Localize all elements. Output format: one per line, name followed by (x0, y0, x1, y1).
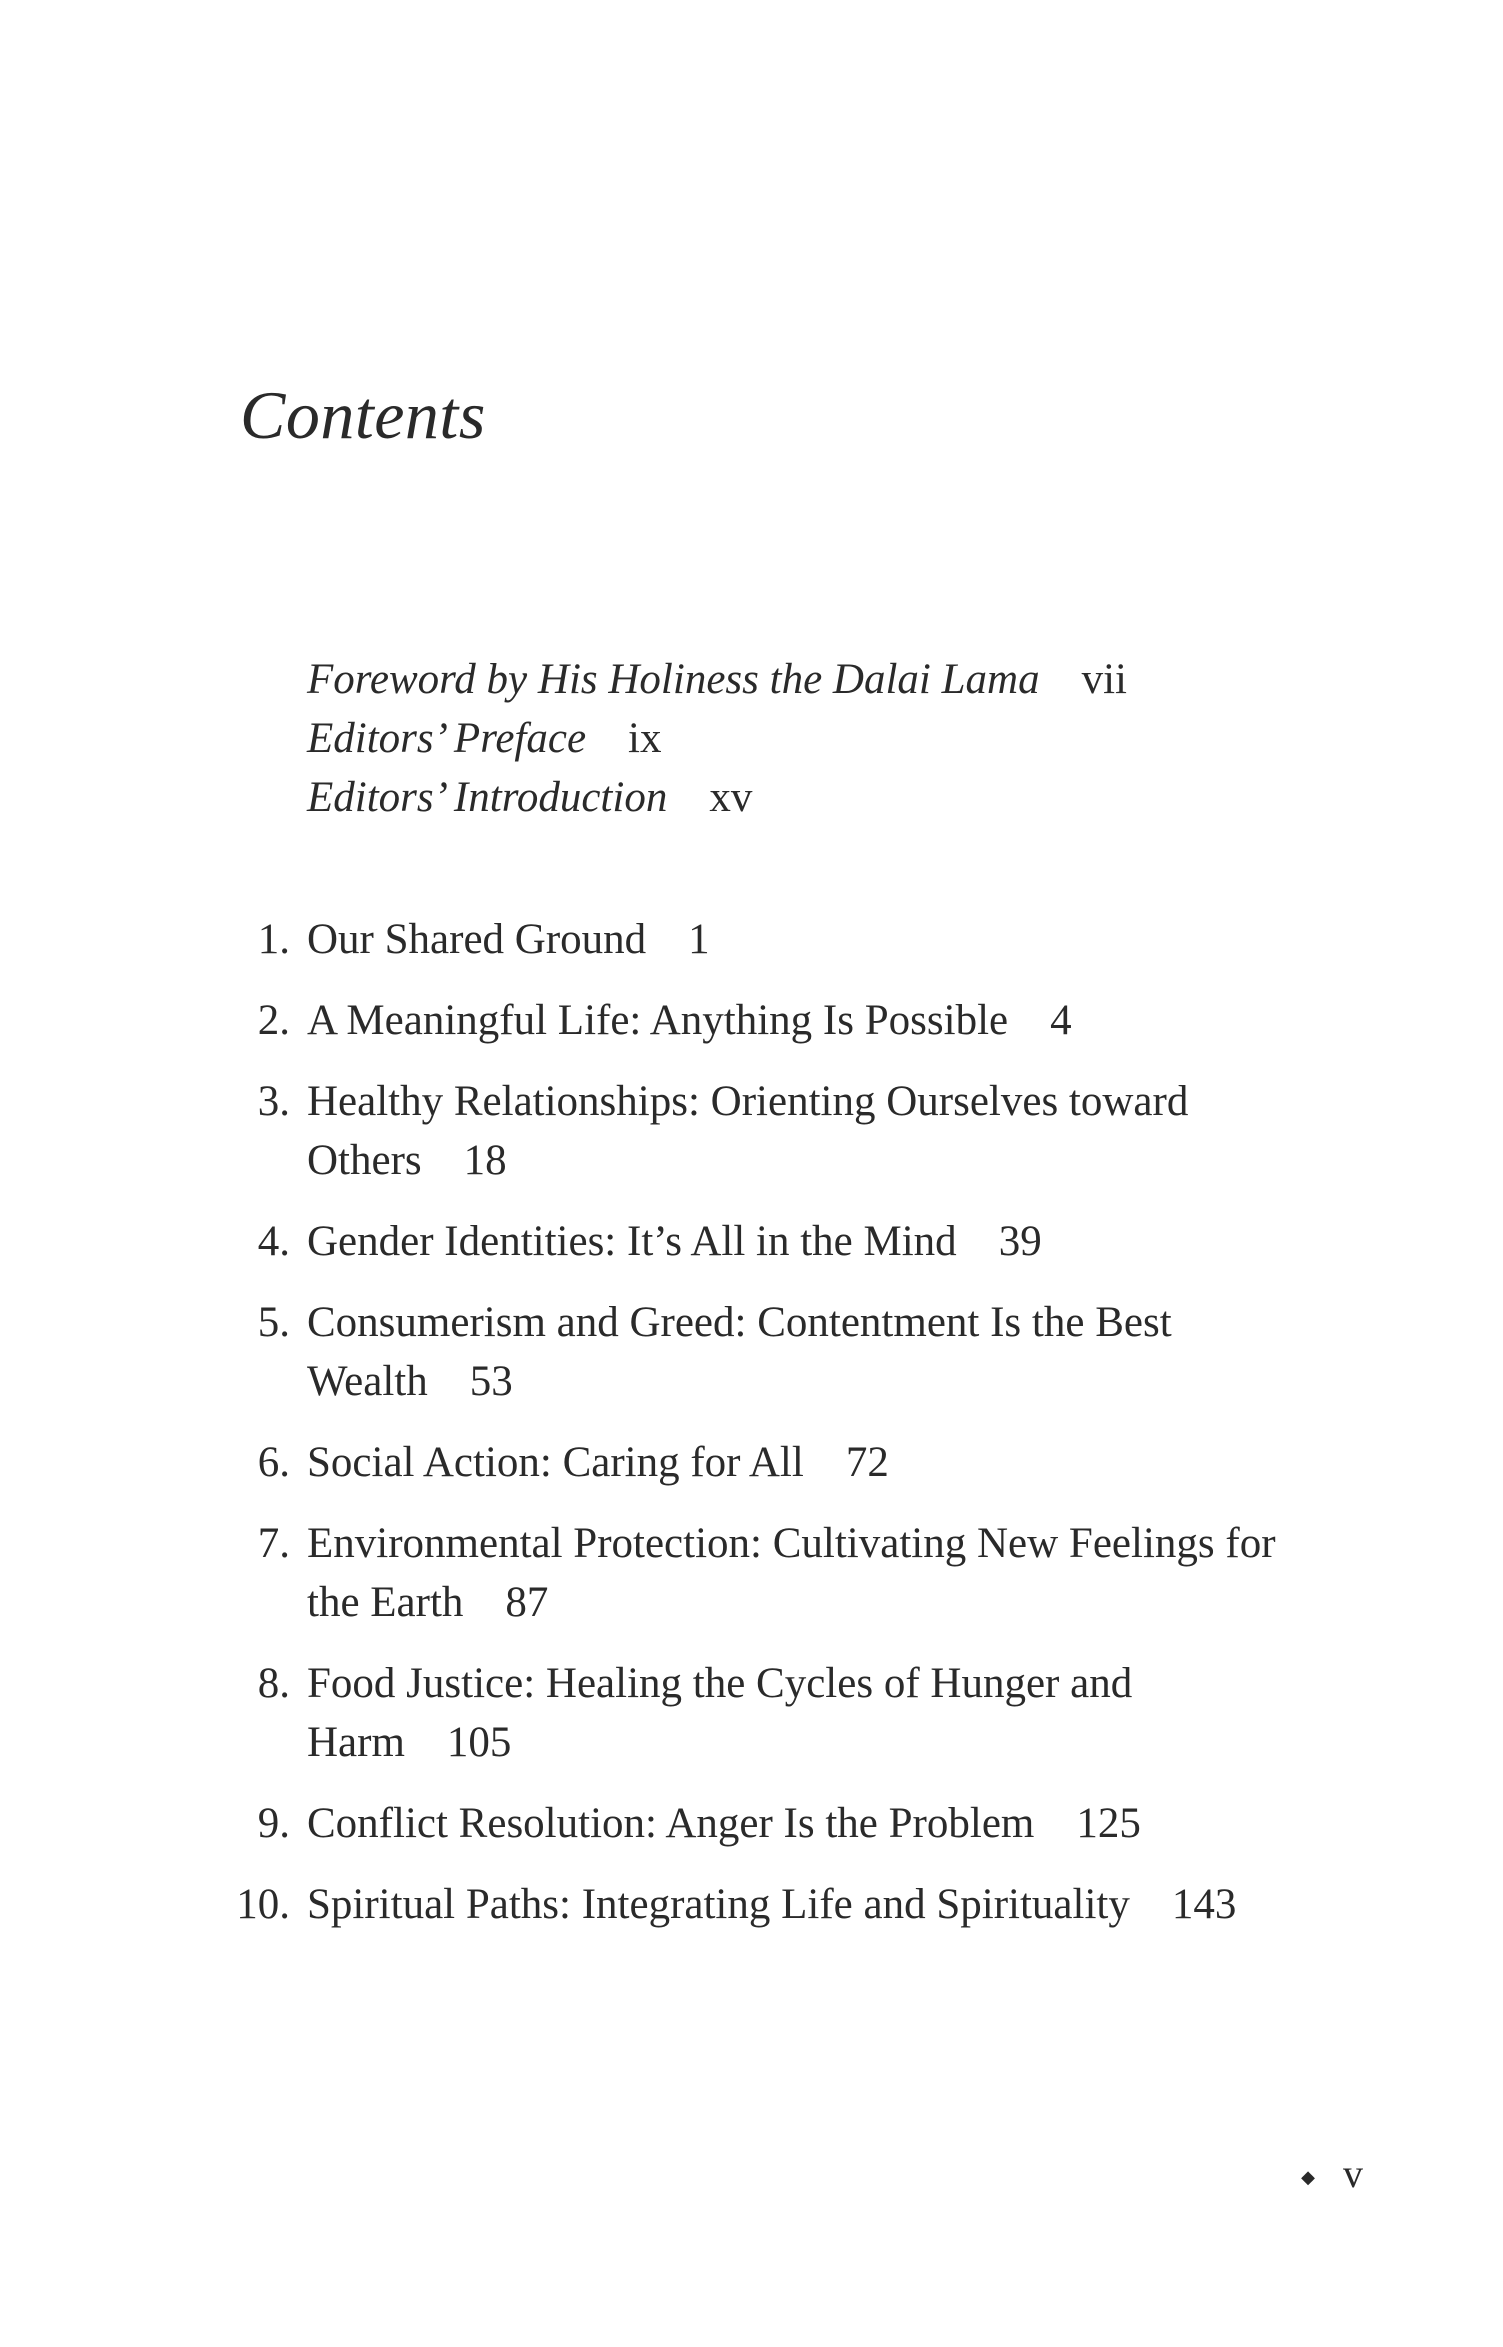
folio (1301, 2150, 1363, 2197)
chapter-number: 2. (257, 997, 290, 1044)
chapter-title: Environmental Protection: Cultivating New Feelings for the Earth (307, 1520, 1276, 1626)
chapter-number: 10. (236, 1881, 290, 1928)
chapter-entry (200, 1514, 1340, 1632)
chapter-number: 7. (257, 1520, 290, 1567)
front-matter-page-number: vii (1081, 656, 1127, 703)
chapter-page-number: 39 (998, 1218, 1042, 1265)
chapter-page-number: 53 (469, 1358, 513, 1405)
chapter-number: 4. (257, 1218, 290, 1265)
chapter-page-number: 125 (1076, 1800, 1141, 1847)
chapter-number: 5. (257, 1299, 290, 1346)
front-matter-entry (307, 768, 1357, 827)
chapter-number: 6. (257, 1439, 290, 1486)
front-matter-entry (307, 709, 1357, 768)
chapter-page-number: 143 (1171, 1881, 1237, 1928)
diamond-ornament-icon: ◆ (1301, 2167, 1315, 2188)
front-matter-page-number: ix (628, 715, 662, 762)
chapter-entry (200, 991, 1340, 1050)
folio-page-number: v (1343, 2151, 1363, 2196)
page-title: Contents (240, 376, 486, 453)
chapter-entry (200, 1433, 1340, 1492)
chapter-entry (200, 1293, 1340, 1411)
chapter-number: 8. (257, 1660, 290, 1707)
chapter-title: Spiritual Paths: Integrating Life and Spirituality (307, 1881, 1130, 1928)
chapter-page-number: 87 (505, 1579, 549, 1626)
front-matter-title: Foreword by His Holiness the Dalai Lama (307, 656, 1040, 703)
chapter-title: Our Shared Ground (307, 916, 647, 963)
chapter-number: 9. (257, 1800, 290, 1847)
chapter-page-number: 105 (446, 1719, 512, 1766)
chapter-title: Healthy Relationships: Orienting Ourselves toward Others (307, 1078, 1189, 1184)
front-matter-list (307, 650, 1357, 827)
front-matter-title: Editors’ Preface (307, 715, 587, 762)
chapter-list (200, 910, 1340, 1956)
chapter-title: A Meaningful Life: Anything Is Possible (307, 997, 1009, 1044)
chapter-number: 3. (257, 1078, 290, 1125)
chapter-title: Consumerism and Greed: Contentment Is the Best Wealth (307, 1299, 1172, 1405)
front-matter-page-number: xv (709, 774, 753, 821)
front-matter-title: Editors’ Introduction (307, 774, 668, 821)
chapter-page-number: 1 (688, 916, 710, 963)
chapter-entry (200, 1072, 1340, 1190)
chapter-title: Food Justice: Healing the Cycles of Hunger and Harm (307, 1660, 1133, 1766)
chapter-page-number: 18 (463, 1137, 507, 1184)
chapter-number: 1. (257, 916, 290, 963)
chapter-page-number: 4 (1050, 997, 1072, 1044)
chapter-title: Conflict Resolution: Anger Is the Problem (307, 1800, 1035, 1847)
chapter-entry (200, 1875, 1340, 1934)
chapter-title: Gender Identities: It’s All in the Mind (307, 1218, 957, 1265)
front-matter-entry (307, 650, 1357, 709)
chapter-title: Social Action: Caring for All (307, 1439, 804, 1486)
chapter-entry (200, 910, 1340, 969)
chapter-page-number: 72 (845, 1439, 889, 1486)
chapter-entry (200, 1794, 1340, 1853)
chapter-entry (200, 1212, 1340, 1271)
chapter-entry (200, 1654, 1340, 1772)
